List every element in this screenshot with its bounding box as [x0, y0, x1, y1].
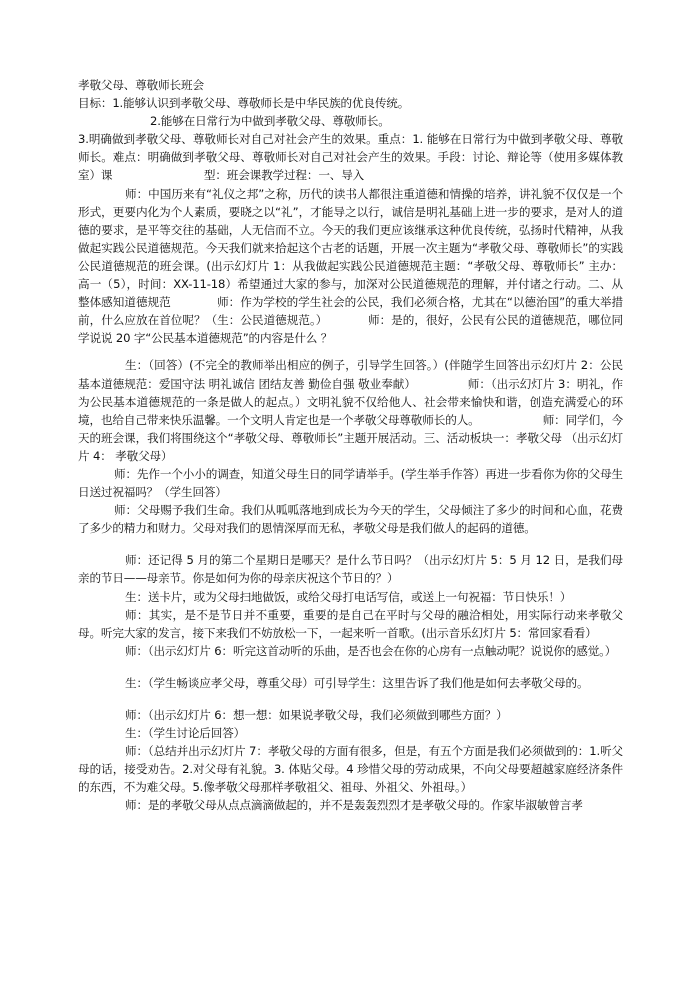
gratitude-paragraph: 师：父母赐予我们生命。我们从呱呱落地到成长为今天的学生，父母倾注了多少的时间和心血，花费了多少的精力和财力。父母对我们的恩情深厚而无私，孝敬父母是我们做人的起码的道德。: [78, 503, 623, 536]
student-share-paragraph: 生：（学生畅谈应孝父母，尊重父母）可引导学生：这里告诉了我们他是如何去孝敬父母的。: [125, 675, 589, 690]
slide6-feeling-paragraph: 师：（出示幻灯片 6：听完这首动听的乐曲，是否也会在你的心房有一点触动呢？说说你的感觉。）: [125, 643, 617, 658]
think-paragraph: 师：（出示幻灯片 6：想一想：如果说孝敬父母，我们必须做到哪些方面？）: [125, 708, 508, 722]
discussion-paragraph: 生：（学生讨论后回答）: [125, 726, 246, 741]
music-paragraph: 师：其实，是不是节日并不重要，重要的是自己在平时与父母的融洽相处，用实际行动来孝敬父母。听完大家的发言，接下来我们不妨放松一下，一起来听一首歌。(出示音乐幻灯片 5：常回家看看）: [78, 607, 623, 640]
closing-paragraph: 师：是的孝敬父母从点点滴滴做起的，并不是轰轰烈烈才是孝敬父母的。作家毕淑敏曾言孝: [125, 798, 583, 813]
objective-3: 3.明确做到孝敬父母、尊敬师长对自己对社会产生的效果。重点：1. 能够在日常行为中做到孝敬父母、尊敬师长。难点：明确做到孝敬父母、尊敬师长对自己对社会产生的效果。手段：讨论、辩论等（使用多媒体教室）课 型：班会课教学过程：一、导入: [78, 132, 623, 183]
document-title: 孝敬父母、尊敬师长班会: [78, 78, 204, 92]
objective-2: 2.能够在日常行为中做到孝敬父母、尊敬师长。: [150, 114, 390, 129]
student-answer-paragraph: 生：（回答）(不完全的教师举出相应的例子，引导学生回答。）(伴随学生回答出示幻灯片 2：公民基本道德规范：爱国守法 明礼诚信 团结友善 勤俭自强 敬业奉献） 师：（出示幻灯片 3：明礼，作为公民基本道德规范的一条是做人的起点。）文明礼貌不仅给他人、社会带来愉快和谐，创造充满爱心的环境，也给自己带来快乐温馨。一个文明人肯定也是一个孝敬父母尊敬师长的人。 师：同学们，今天的班会课，我们将围绕这个“孝敬父母、尊敬师长”主题开展活动。三、活动板块一：孝敬父母 （出示幻灯片 4： 孝敬父母）: [78, 358, 623, 463]
intro-paragraph: 师：中国历来有“礼仪之邦”之称，历代的读书人都很注重道德和情操的培养，讲礼貌不仅仅是一个形式，更要内化为个人素质，要晓之以“礼”，才能导之以行，诚信是明礼基础上进一步的要求，是对人的道德的要求，是平等交往的基础，人无信而不立。今天的我们更应该继承这种优良传统，弘扬时代精神，从我做起实践公民道德规范。今天我们就来拾起这个古老的话题，开展一次主题为“孝敬父母、尊敬师长”的实践公民道德规范的班会课。(出示幻灯片 1：从我做起实践公民道德规范主题：“孝敬父母、尊敬师长” 主办：高一（5），时间：XX-11-18）希望通过大家的参与，加深对公民道德规范的理解，并付诸之行动。二、从整体感知道德规范 师：作为学校的学生社会的公民，我们必须合格，尤其在“以德治国”的重大举措前，什么应放在首位呢？（生：公民道德规范。） 师：是的，很好，公民有公民的道德规范，哪位同学说说 20 字“公民基本道德规范”的内容是什么 ？: [78, 186, 623, 346]
document-body: [78, 76, 623, 815]
survey-paragraph: 师：先作一个小小的调查，知道父母生日的同学请举手。(学生举手作答）再进一步看你为你的父母生日送过祝福吗？（学生回答）: [78, 466, 623, 500]
objective-1: 目标：1.能够认识到孝敬父母、尊敬师长是中华民族的优良传统。: [78, 96, 410, 111]
summary-paragraph: 师：（总结并出示幻灯片 7：孝敬父母的方面有很多，但是，有五个方面是我们必须做到的：1.听父母的话，接受劝告。2.对父母有礼貌。3. 体贴父母。4 珍惜父母的劳动成果，不向父母要超越家庭经济条件的东西，不为难父母。5.像孝敬父母那样孝敬祖父、祖母、外祖父、外祖母。）: [78, 744, 623, 795]
student-gift-paragraph: 生：送卡片，或为父母扫地做饭，或给父母打电话写信，或送上一句祝福：节日快乐！）: [125, 589, 572, 604]
mothers-day-paragraph: 师：还记得 5 月的第二个星期日是哪天？是什么节日吗？（出示幻灯片 5：5 月 12 日，是我们母亲的节日——母亲节。你是如何为你的母亲庆祝这个节日的？）: [78, 553, 623, 586]
